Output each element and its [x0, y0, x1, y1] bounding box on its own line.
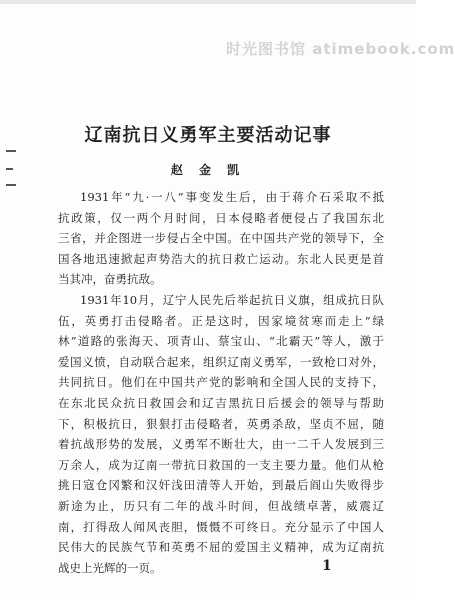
- text-line: 林”道路的张海天、项青山、蔡宝山、“北霸天”等人，激于: [58, 334, 384, 349]
- page-top-edge: [0, 0, 416, 4]
- text-line: 1931年“九·一八”事变发生后，由于蒋介石采取不抵: [80, 190, 384, 204]
- paragraph: [58, 187, 384, 290]
- text-line: 抗政策，仅一两个月时间，日本侵略者便侵占了我国东北: [58, 210, 384, 225]
- text-line: 当其冲，奋勇抗敌。: [58, 272, 162, 287]
- page-number: 1: [322, 558, 332, 574]
- text-line: 国各地迅速掀起声势浩大的抗日救亡运动。东北人民更是首: [58, 251, 384, 266]
- text-line: 挑日寇仓冈繁和汉奸浅田清等人开始，到最后阎山失败得步: [58, 478, 384, 493]
- watermark: 时光图书馆 atimebook.com: [226, 40, 455, 58]
- text-line: 万余人，成为辽南一带抗日救国的一支主要力量。他们从枪: [58, 457, 384, 472]
- article-title: 辽南抗日义勇军主要活动记事: [84, 125, 332, 146]
- margin-binding-marks: [6, 150, 20, 210]
- text-line: 下，积极抗日，狠狠打击侵略者，英勇杀敌，坚贞不屈，随: [58, 416, 384, 431]
- text-line: 三省，并企图进一步侵占全中国。在中国共产党的领导下，全: [58, 231, 384, 246]
- text-line: 在东北民众抗日救国会和辽吉黑抗日后援会的领导与帮助: [58, 395, 384, 410]
- text-line: 伍，英勇打击侵略者。正是这时，因家境贫寒而走上“绿: [58, 313, 384, 328]
- paragraph: [58, 290, 384, 578]
- text-line: 南，打得敌人闻风丧胆，慑慑不可终日。充分显示了中国人: [58, 519, 384, 534]
- text-line: 爱国义愤，自动联合起来，组织辽南义勇军，一致枪口对外，: [58, 354, 384, 369]
- text-line: 新途为止，历只有二年的战斗时间，但战绩卓著，威震辽: [58, 498, 384, 513]
- text-line: 着抗战形势的发展，义勇军不断壮大，由一二千人发展到三: [58, 437, 384, 452]
- text-line: 民伟大的民族气节和英勇不屈的爱国主义精神，成为辽南抗: [58, 540, 384, 555]
- article-author: 赵 金 凯: [170, 163, 246, 177]
- text-line: 1931年10月，辽宁人民先后举起抗日义旗，组成抗日队: [80, 292, 384, 307]
- article-body: [58, 187, 384, 578]
- text-line: 共同抗日。他们在中国共产党的影响和全国人民的支持下，: [58, 375, 384, 390]
- text-line: 战史上光辉的一页。: [58, 560, 162, 575]
